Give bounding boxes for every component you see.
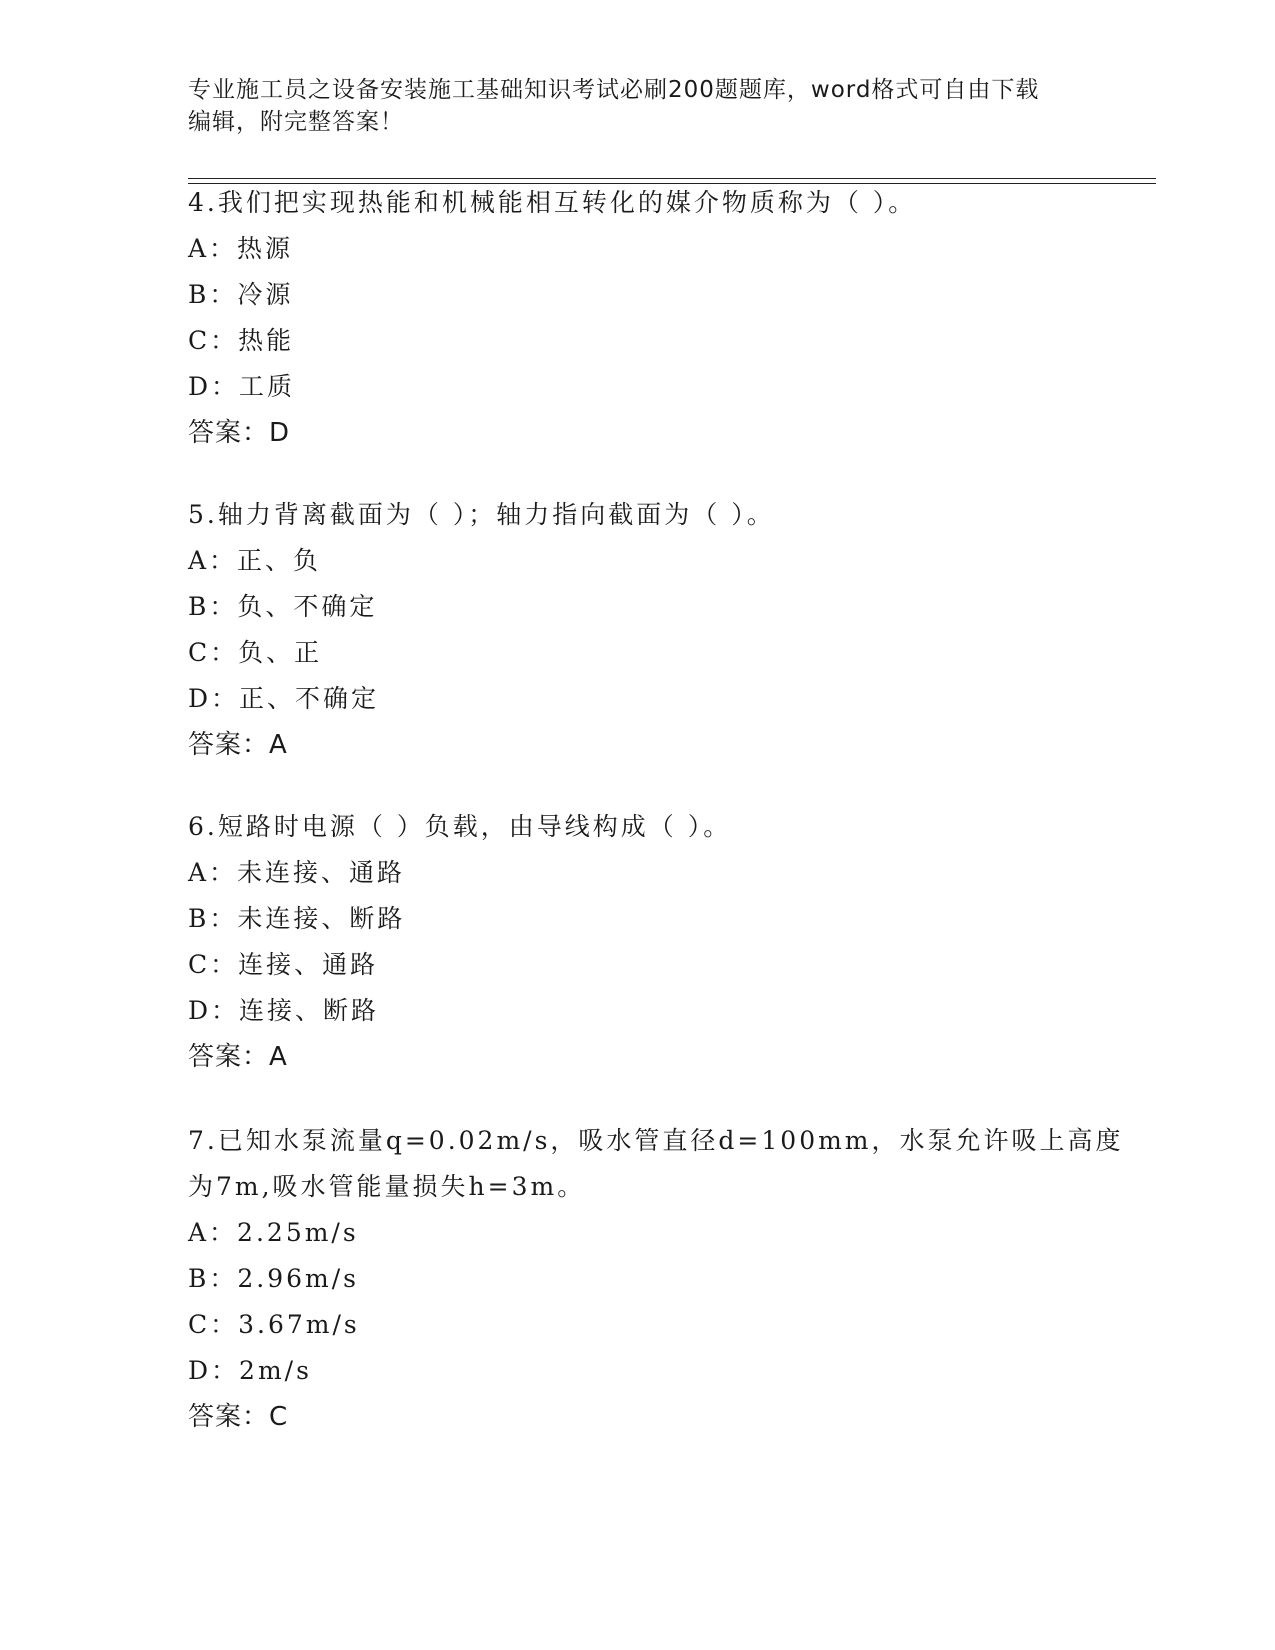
question-stem: 6.短路时电源（ ）负载，由导线构成（ ）。	[188, 812, 732, 841]
option-c: C：3.67m/s	[188, 1310, 360, 1339]
answer-line: 答案：C	[188, 1402, 289, 1432]
option-c: C：连接、通路	[188, 950, 379, 979]
option-c: C：负、正	[188, 638, 323, 667]
question-stem: 7.已知水泵流量q=0.02m/s，吸水管直径d=100mm，水泵允许吸上高度	[188, 1126, 1124, 1155]
answer-line: 答案：A	[188, 1042, 288, 1072]
option-a: A：正、负	[188, 546, 322, 575]
option-d: D：连接、断路	[188, 996, 380, 1025]
option-b: B：负、不确定	[188, 592, 378, 621]
option-a: A：未连接、通路	[188, 858, 406, 887]
option-d: D：2m/s	[188, 1356, 312, 1385]
option-b: B：2.96m/s	[188, 1264, 359, 1293]
header-line-2: 编辑，附完整答案！	[188, 109, 404, 135]
option-a: A：2.25m/s	[188, 1218, 359, 1247]
answer-line: 答案：D	[188, 418, 291, 448]
question-stem-continued: 为7m,吸水管能量损失h=3m。	[188, 1172, 586, 1201]
header-divider-top	[188, 178, 1156, 179]
option-b: B：冷源	[188, 280, 294, 309]
header-line-1: 专业施工员之设备安装施工基础知识考试必刷200题题库，word格式可自由下载	[188, 77, 1040, 103]
option-d: D：工质	[188, 372, 296, 401]
question-block	[188, 804, 1088, 1080]
option-d: D：正、不确定	[188, 684, 380, 713]
question-block	[188, 180, 1088, 456]
document-header	[188, 74, 1068, 138]
option-c: C：热能	[188, 326, 295, 355]
question-stem: 5.轴力背离截面为（ ）；轴力指向截面为（ ）。	[188, 500, 775, 529]
question-stem: 4.我们把实现热能和机械能相互转化的媒介物质称为（ ）。	[188, 188, 917, 217]
answer-line: 答案：A	[188, 730, 288, 760]
question-block	[188, 492, 1088, 768]
option-b: B：未连接、断路	[188, 904, 406, 933]
option-a: A：热源	[188, 234, 294, 263]
question-block	[188, 1118, 1124, 1440]
